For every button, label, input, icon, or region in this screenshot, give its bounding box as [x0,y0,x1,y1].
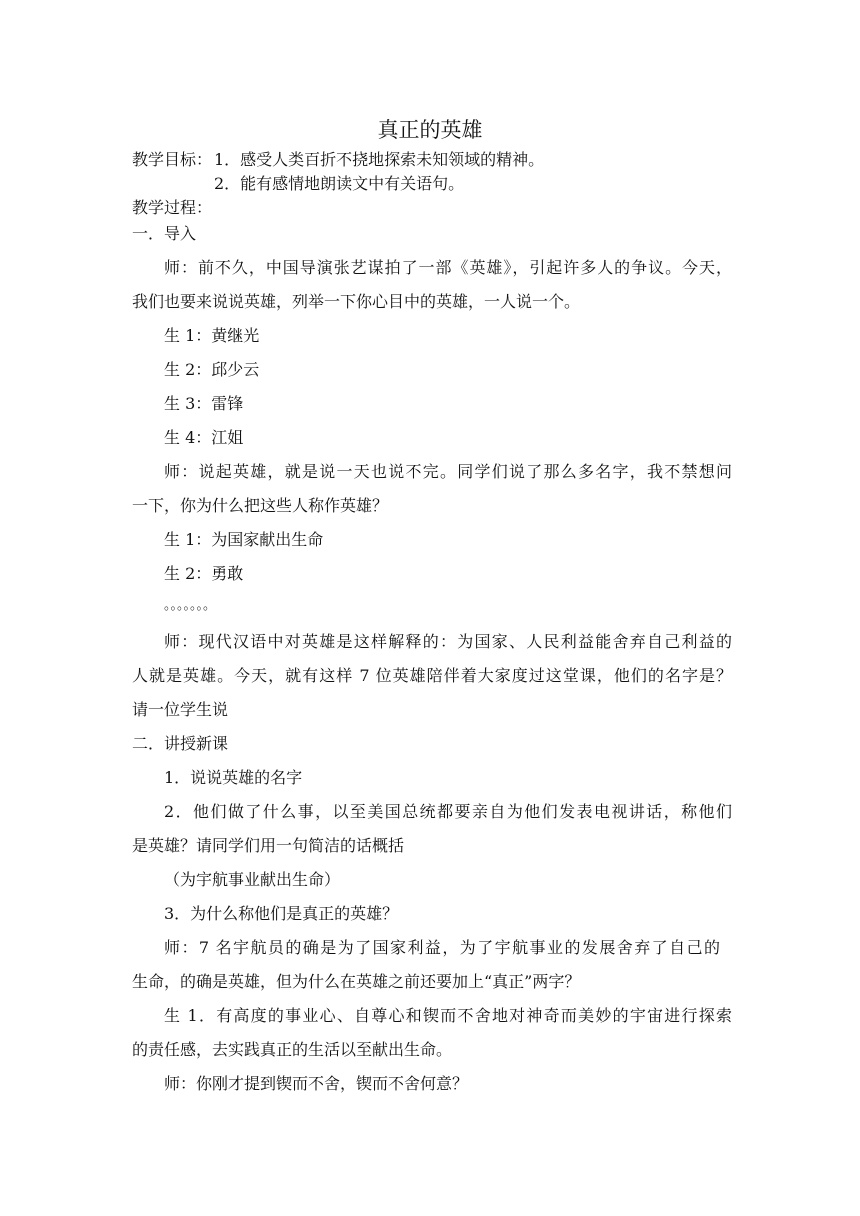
question-2: 2．他们做了什么事，以至美国总统都要亲自为他们发表电视讲话，称他们 [164,802,732,821]
paragraph-line: 的责任感，去实践真正的生活以至献出生命。 [132,1040,453,1059]
student-answer: 生 2：勇敢 [164,564,244,583]
paragraph-line: 师：现代汉语中对英雄是这样解释的：为国家、人民利益能舍弃自己利益的 [164,632,732,651]
student-answer: 生 3：雷锋 [164,394,244,413]
paragraph-line: 一下，你为什么把这些人称作英雄？ [132,496,389,515]
student-answer: 生 2：邱少云 [164,360,260,379]
paragraph-line: 师：前不久，中国导演张艺谋拍了一部《英雄》，引起许多人的争议。今天， [164,258,732,277]
paragraph-line: 我们也要来说说英雄，列举一下你心目中的英雄，一人说一个。 [132,292,581,311]
student-answer: 生 1：为国家献出生命 [164,530,324,549]
paragraph-line: 是英雄？请同学们用一句简洁的话概括 [132,836,405,855]
paragraph-line: 师：你刚才提到锲而不舍，锲而不舍何意？ [164,1074,469,1093]
ellipsis: 。。。。。。。 [164,598,217,613]
objective-2: 2．能有感情地朗读文中有关语句。 [214,174,465,193]
student-answer: 生 4：江姐 [164,428,244,447]
paragraph-line: 生命，的确是英雄，但为什么在英雄之前还要加上“真正”两字？ [132,972,581,991]
paragraph-line: 人就是英雄。今天，就有这样 7 位英雄陪伴着大家度过这堂课，他们的名字是？ [132,666,732,685]
answer-note: （为宇航事业献出生命） [164,870,341,889]
objective-1: 1．感受人类百折不挠地探索未知领域的精神。 [214,150,545,169]
section-heading-new-lesson: 二．讲授新课 [132,734,229,753]
page-title: 真正的英雄 [377,118,483,142]
process-label: 教学过程： [132,198,213,217]
objectives-label: 教学目标： [132,150,213,169]
paragraph-line: 生 1．有高度的事业心、自尊心和锲而不舍地对神奇而美妙的宇宙进行探索 [164,1006,732,1025]
paragraph-line: 请一位学生说 [132,700,229,719]
student-answer: 生 1：黄继光 [164,326,260,345]
paragraph-line: 师：说起英雄，就是说一天也说不完。同学们说了那么多名字，我不禁想问 [164,462,732,481]
question-1: 1．说说英雄的名字 [164,768,303,787]
section-heading-intro: 一．导入 [132,224,197,243]
question-3: 3．为什么称他们是真正的英雄？ [164,904,399,923]
paragraph-line: 师：7 名宇航员的确是为了国家利益，为了宇航事业的发展舍弃了自己的 [164,938,720,957]
